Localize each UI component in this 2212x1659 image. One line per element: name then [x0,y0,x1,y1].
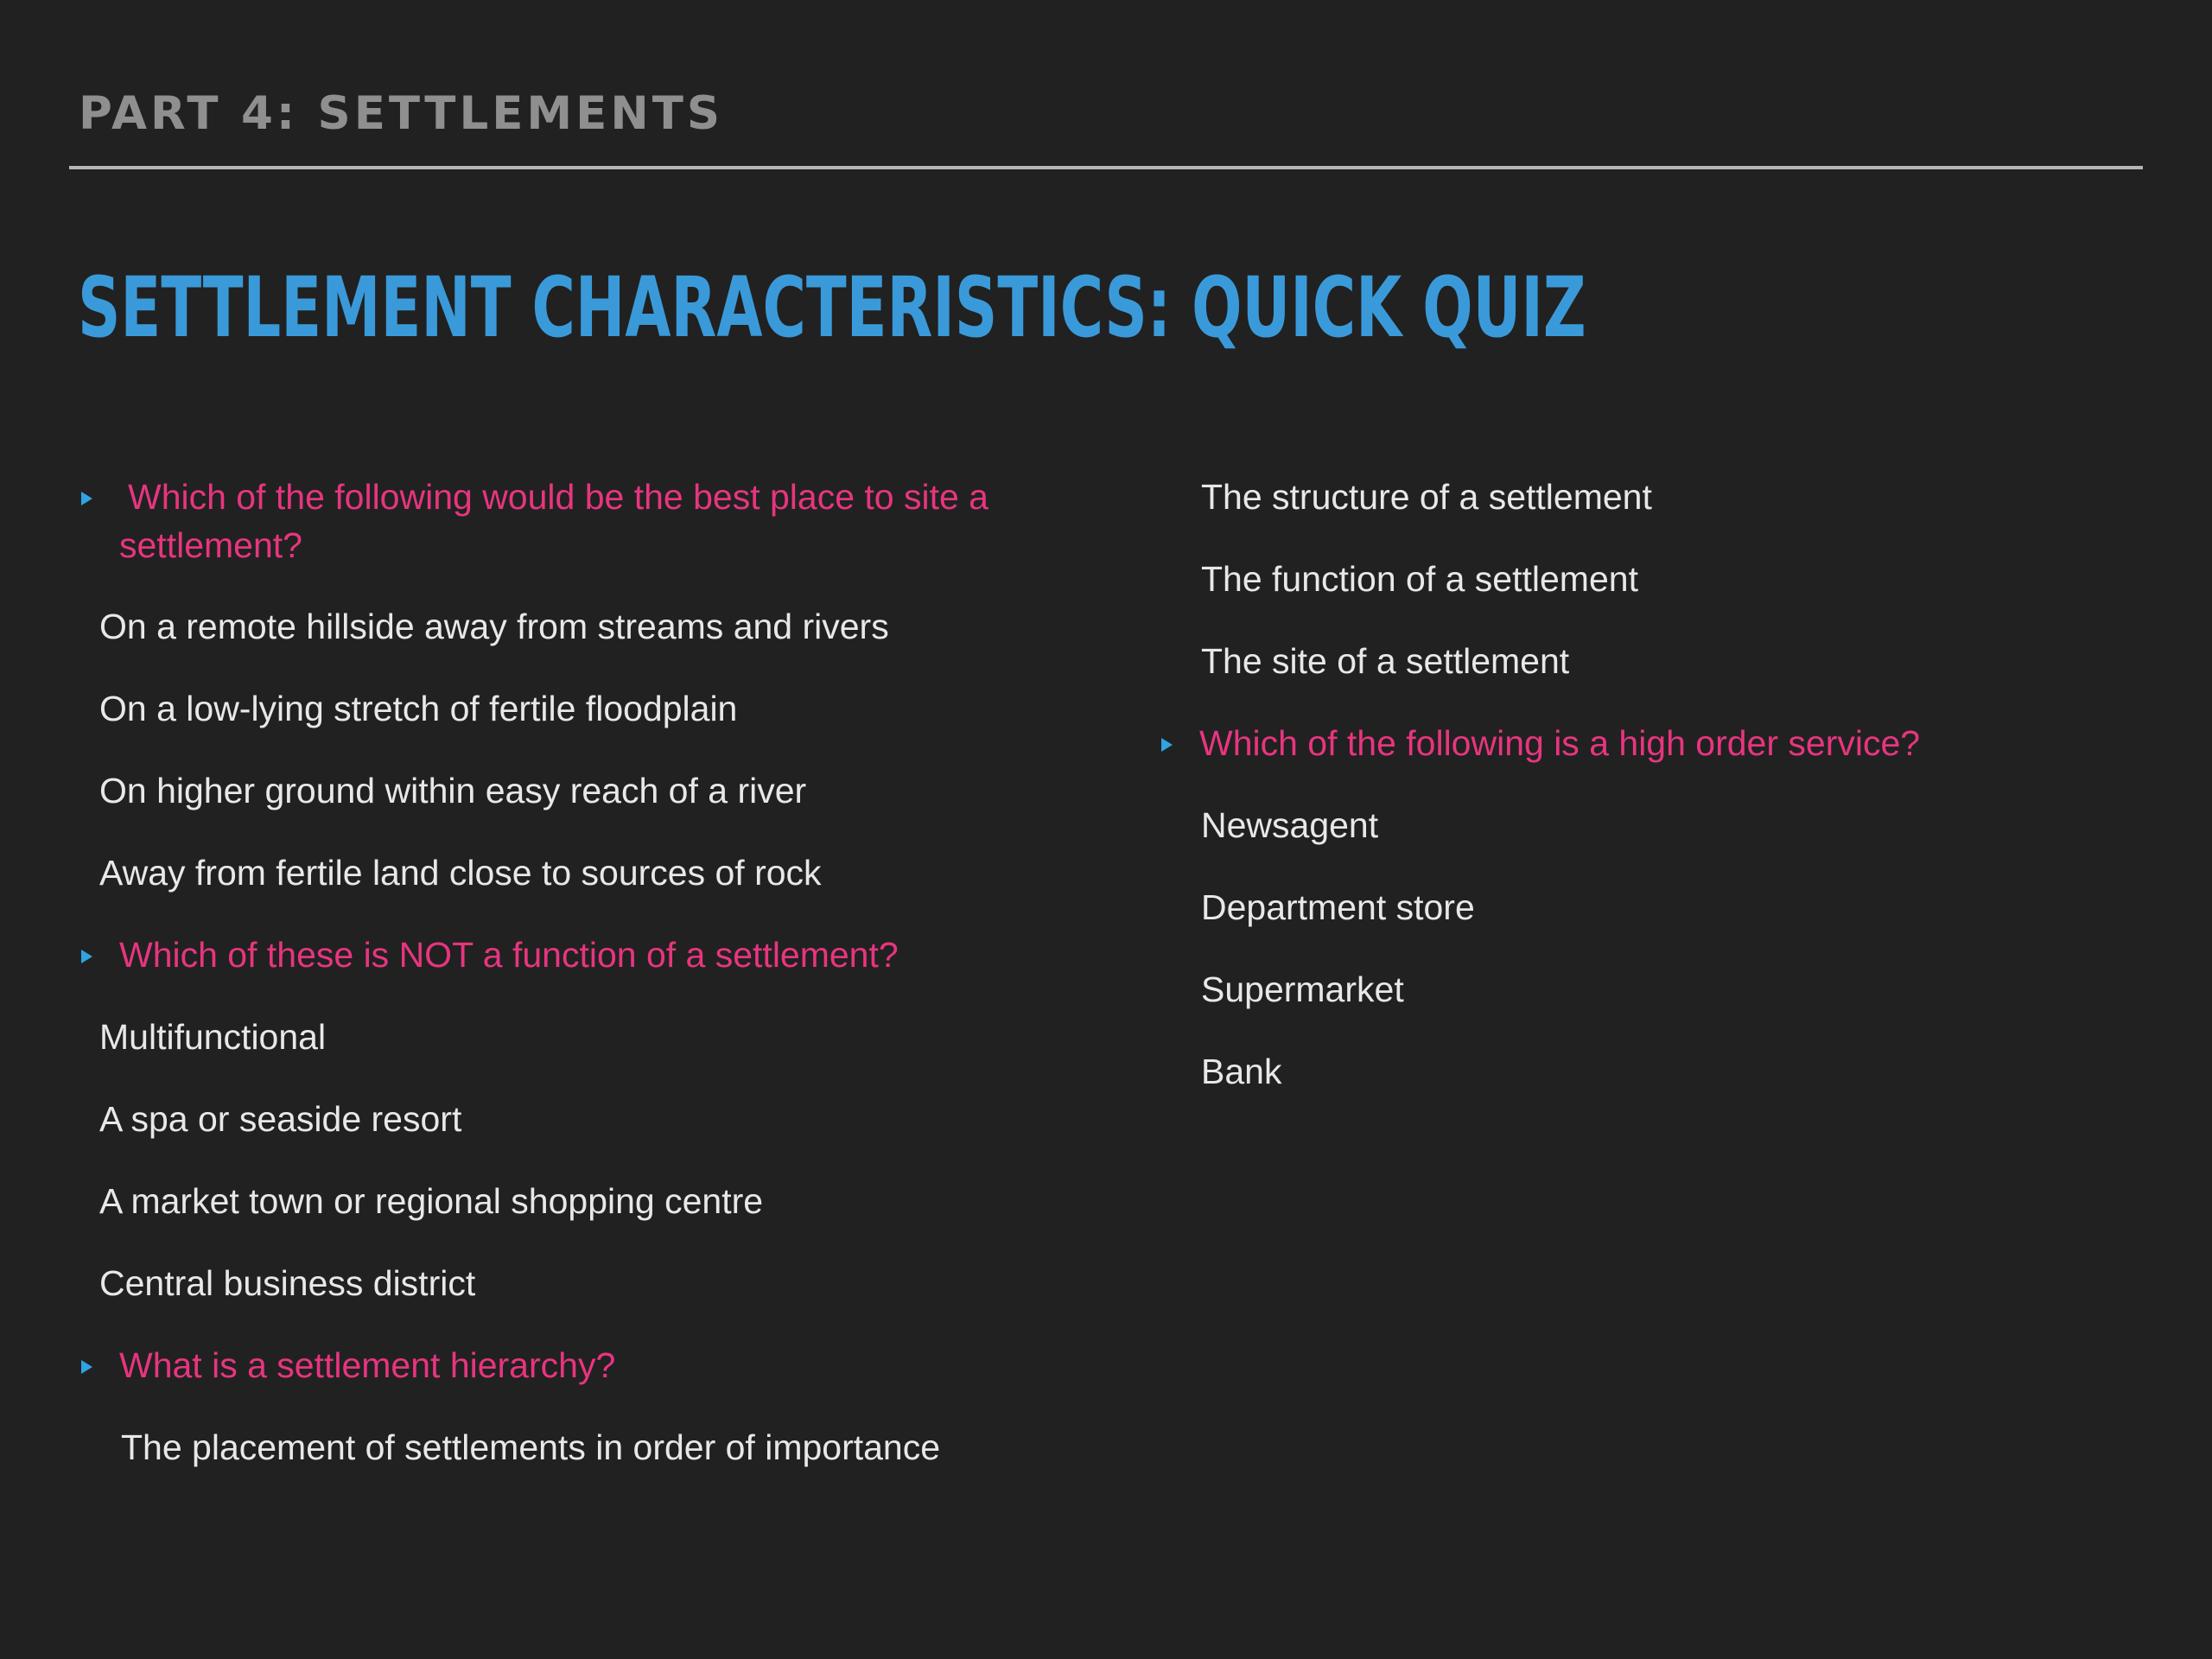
answer-option: The site of a settlement [1201,641,1570,681]
answer-option: The placement of settlements in order of importance [121,1427,941,1467]
slide-title: SETTLEMENT CHARACTERISTICS: QUICK QUIZ [78,259,1586,356]
question-text: Which of the following would be the best place to site a settlement? [119,477,988,565]
quiz-question [69,473,1089,569]
section-label: PART 4: SETTLEMENTS [79,87,724,140]
answer-option: A spa or seaside resort [99,1099,462,1139]
triangle-bullet-icon [81,950,92,963]
left-column [69,473,1089,1505]
triangle-bullet-icon [81,492,92,505]
quiz-question [1149,719,2169,768]
answer-option: Newsagent [1201,805,1379,845]
question-text: Which of the following is a high order service? [1199,723,1921,763]
question-text: Which of these is NOT a function of a settlement? [119,935,899,975]
answer-option: Multifunctional [99,1017,327,1057]
answer-option: On a low-lying stretch of fertile floodplain [99,689,738,728]
answer-option: The function of a settlement [1201,559,1638,599]
triangle-bullet-icon [1161,738,1173,752]
answer-option: Bank [1201,1052,1282,1091]
answer-option: On higher ground within easy reach of a river [99,771,807,810]
answer-option: A market town or regional shopping centre [99,1181,764,1221]
answer-option: Away from fertile land close to sources of rock [99,853,822,893]
triangle-bullet-icon [81,1360,92,1374]
answer-option: Central business district [99,1263,476,1303]
answer-option: The structure of a settlement [1201,477,1652,517]
answer-option: Supermarket [1201,969,1404,1009]
answer-option: On a remote hillside away from streams and rivers [99,607,889,646]
answer-option: Department store [1201,887,1475,927]
quiz-question [69,931,1089,980]
right-column [1149,473,2169,1129]
question-text: What is a settlement hierarchy? [119,1345,616,1385]
quiz-question [69,1341,1089,1390]
header-divider [69,166,2143,169]
